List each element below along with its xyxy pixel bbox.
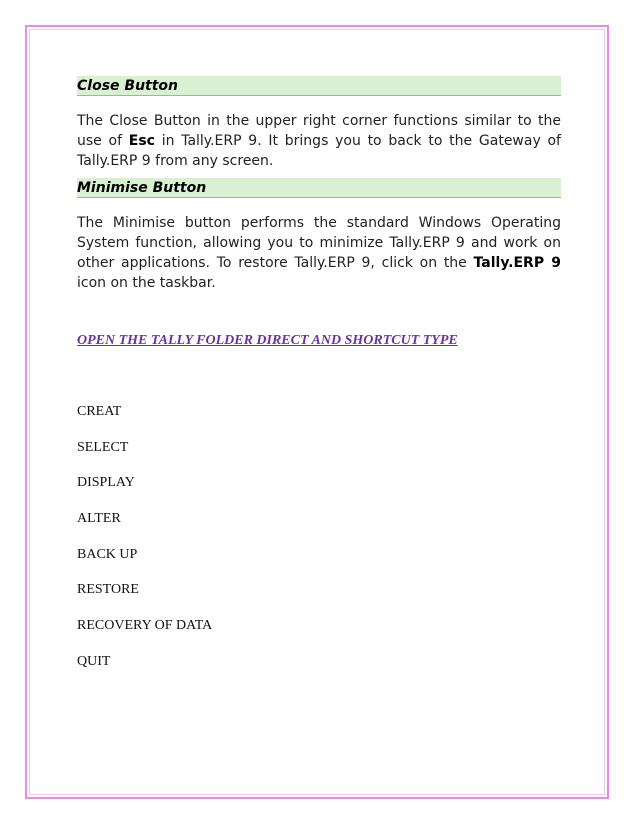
menu-item-select: SELECT <box>77 439 129 455</box>
menu-item-back-up: BACK UP <box>77 546 138 562</box>
folder-title: OPEN THE TALLY FOLDER DIRECT AND SHORTCUT TYPE <box>77 333 458 348</box>
esc-key-text: Esc <box>128 133 155 149</box>
menu-item-recovery-of-data: RECOVERY OF DATA <box>77 618 213 634</box>
document-content <box>77 76 561 293</box>
menu-item-creat: CREAT <box>77 404 122 419</box>
close-text-before: The Close Button in the upper right corner functions similar to the use of <box>77 113 561 149</box>
menu-list <box>77 404 212 690</box>
menu-item-alter: ALTER <box>77 511 121 527</box>
close-button-heading: Close Button <box>77 76 561 96</box>
minimise-button-paragraph <box>77 213 561 293</box>
tally-icon-text: Tally.ERP 9 <box>473 255 561 271</box>
close-text-after: in Tally.ERP 9. It brings you to back to the Gateway of Tally.ERP 9 from any screen. <box>77 133 561 169</box>
minimise-button-heading: Minimise Button <box>77 178 561 198</box>
close-button-paragraph <box>77 111 561 171</box>
menu-item-quit: QUIT <box>77 653 111 669</box>
minimise-text-before: The Minimise button performs the standard Windows Operating System function, allowing you to minimize Tally.ERP 9 and work on other applications. To restore Tally.ERP 9, click on the <box>77 215 561 271</box>
minimise-text-after: icon on the taskbar. <box>77 275 216 291</box>
menu-item-restore: RESTORE <box>77 582 139 598</box>
menu-item-display: DISPLAY <box>77 475 135 491</box>
